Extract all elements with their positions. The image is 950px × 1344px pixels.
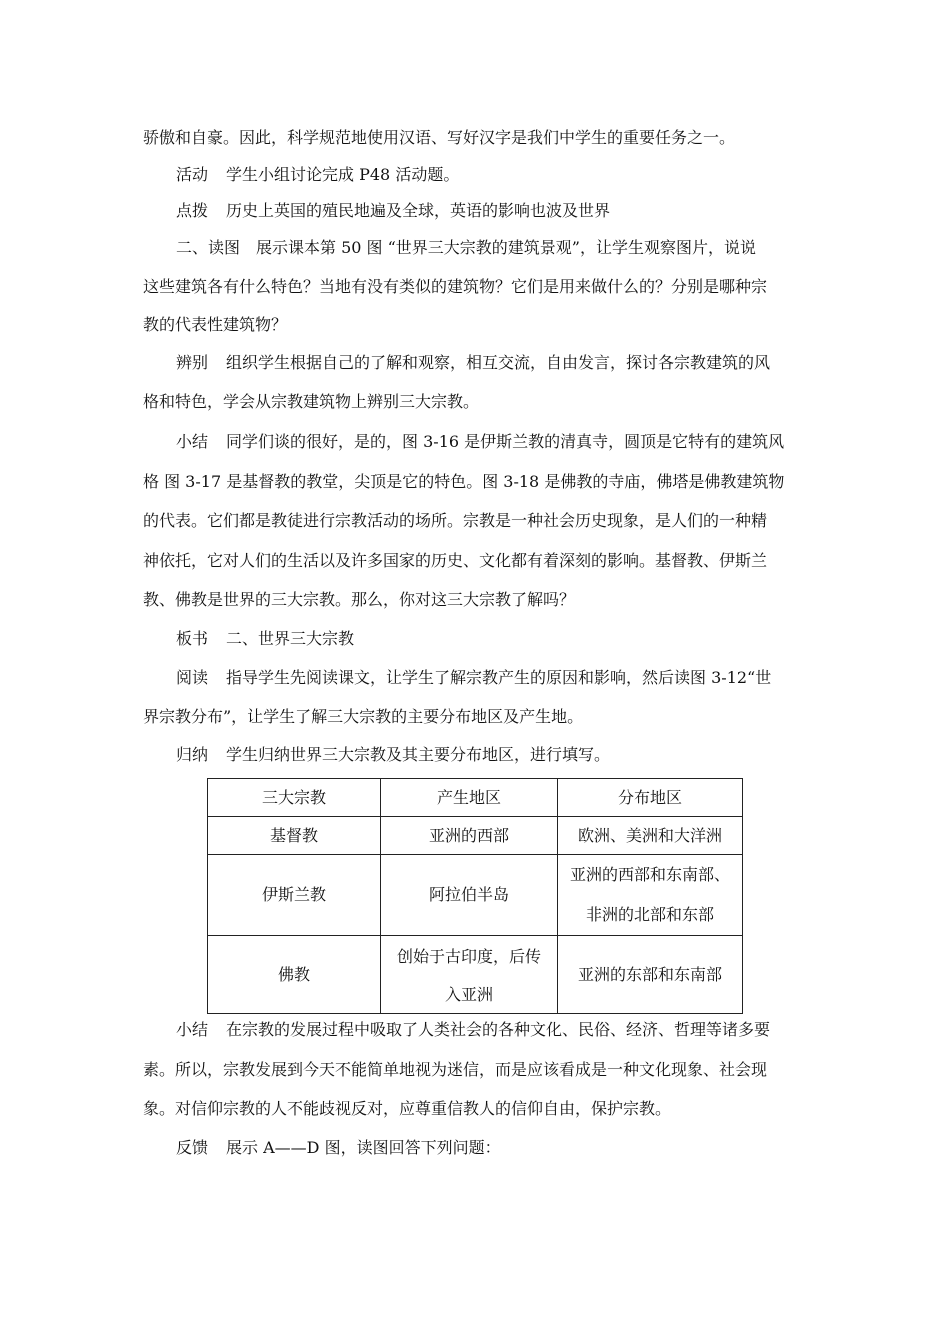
table-cell-distribution <box>558 817 743 855</box>
paragraph-line: 界宗教分布”，让学生了解三大宗教的主要分布地区及产生地。 <box>143 707 584 726</box>
paragraph-line: 象。对信仰宗教的人不能歧视反对，应尊重信教人的信仰自由，保护宗教。 <box>143 1099 672 1118</box>
paragraph-line: 格 图 3-17 是基督教的教堂，尖顶是它的特色。图 3-18 是佛教的寺庙，佛塔是佛教建筑物 <box>143 472 785 491</box>
cell-text: 亚洲的西部 <box>428 825 509 845</box>
table-header-cell: 三大宗教 <box>208 779 381 817</box>
table-cell-religion: 伊斯兰教 <box>208 855 381 936</box>
paragraph-text: 组织学生根据自己的了解和观察，相互交流，自由发言，探讨各宗教建筑的风 <box>226 353 771 372</box>
paragraph-board <box>176 629 354 649</box>
paragraph-line: 素。所以，宗教发展到今天不能简单地视为迷信，而是应该看成是一种文化现象、社会现 <box>143 1060 768 1079</box>
paragraph-line: 骄傲和自豪。因此，科学规范地使用汉语、写好汉字是我们中学生的重要任务之一。 <box>143 128 736 147</box>
paragraph-activity <box>176 165 459 185</box>
paragraph-tag: 阅读 <box>176 668 209 687</box>
paragraph-text: 展示 A——D 图，读图回答下列问题： <box>226 1138 501 1157</box>
paragraph-text: 同学们谈的很好，是的，图 3-16 是伊斯兰教的清真寺，圆顶是它特有的建筑风 <box>226 432 785 451</box>
cell-text: 阿拉伯半岛 <box>428 885 509 904</box>
paragraph-tag: 板书 <box>176 629 209 648</box>
table-cell-distribution <box>558 855 743 936</box>
table-row <box>208 817 743 855</box>
paragraph-tag: 小结 <box>176 1020 209 1039</box>
paragraph-line: 的代表。它们都是教徒进行宗教活动的场所。宗教是一种社会历史现象，是人们的一种精 <box>143 511 768 530</box>
paragraph-line: 教的代表性建筑物？ <box>143 315 288 334</box>
table-cell-distribution <box>558 936 743 1014</box>
paragraph-text: 在宗教的发展过程中吸取了人类社会的各种文化、民俗、经济、哲理等诸多要 <box>226 1020 771 1039</box>
paragraph-line: 这些建筑各有什么特色？当地有没有类似的建筑物？它们是用来做什么的？分别是哪种宗 <box>143 277 768 296</box>
table-cell-origin <box>381 855 558 936</box>
paragraph-tag: 归纳 <box>176 745 209 764</box>
table-header-cell: 分布地区 <box>558 779 743 817</box>
paragraph-feedback <box>176 1138 501 1158</box>
paragraph-hint <box>176 201 610 221</box>
table-cell-origin <box>381 936 558 1014</box>
paragraph-text: 学生小组讨论完成 P48 活动题。 <box>226 165 460 184</box>
paragraph-line: 神依托，它对人们的生活以及许多国家的历史、文化都有着深刻的影响。基督教、伊斯兰 <box>143 551 768 570</box>
paragraph-tag: 辨别 <box>176 353 209 372</box>
paragraph-text: 历史上英国的殖民地遍及全球，英语的影响也波及世界 <box>226 201 611 220</box>
paragraph-tag: 小结 <box>176 432 209 451</box>
religions-table <box>207 778 743 1014</box>
paragraph-read <box>176 668 771 688</box>
cell-text: 创始于古印度，后传 <box>396 946 541 966</box>
table-header-cell: 产生地区 <box>381 779 558 817</box>
table-cell-religion: 基督教 <box>208 817 381 855</box>
cell-text: 亚洲的东部和东南部 <box>577 964 722 984</box>
table-header-row <box>208 779 743 817</box>
cell-text: 非洲的北部和东部 <box>585 905 714 924</box>
paragraph-summary-2 <box>176 1020 770 1040</box>
table-cell-religion: 佛教 <box>208 936 381 1014</box>
table-row <box>208 936 743 1014</box>
paragraph-text: 二、世界三大宗教 <box>226 629 355 648</box>
table-cell-origin <box>381 817 558 855</box>
cell-text: 欧洲、美洲和大洋洲 <box>577 825 722 845</box>
cell-text: 亚洲的西部和东南部、 <box>569 865 730 884</box>
paragraph-line: 教、佛教是世界的三大宗教。那么，你对这三大宗教了解吗？ <box>143 590 576 609</box>
cell-text: 入亚洲 <box>444 984 493 1004</box>
paragraph-summary <box>176 432 784 452</box>
paragraph-text: 学生归纳世界三大宗教及其主要分布地区，进行填写。 <box>226 745 611 764</box>
paragraph-line: 二、读图 展示课本第 50 图 “世界三大宗教的建筑景观”，让学生观察图片，说说 <box>176 238 756 257</box>
paragraph-tag: 反馈 <box>176 1138 209 1157</box>
paragraph-tag: 点拨 <box>176 201 209 220</box>
paragraph-line: 格和特色，学会从宗教建筑物上辨别三大宗教。 <box>143 392 480 411</box>
paragraph-induce <box>176 745 610 765</box>
paragraph-distinguish <box>176 353 770 373</box>
table-row <box>208 855 743 936</box>
paragraph-text: 指导学生先阅读课文，让学生了解宗教产生的原因和影响，然后读图 3-12“世 <box>226 668 772 687</box>
paragraph-tag: 活动 <box>176 165 209 184</box>
